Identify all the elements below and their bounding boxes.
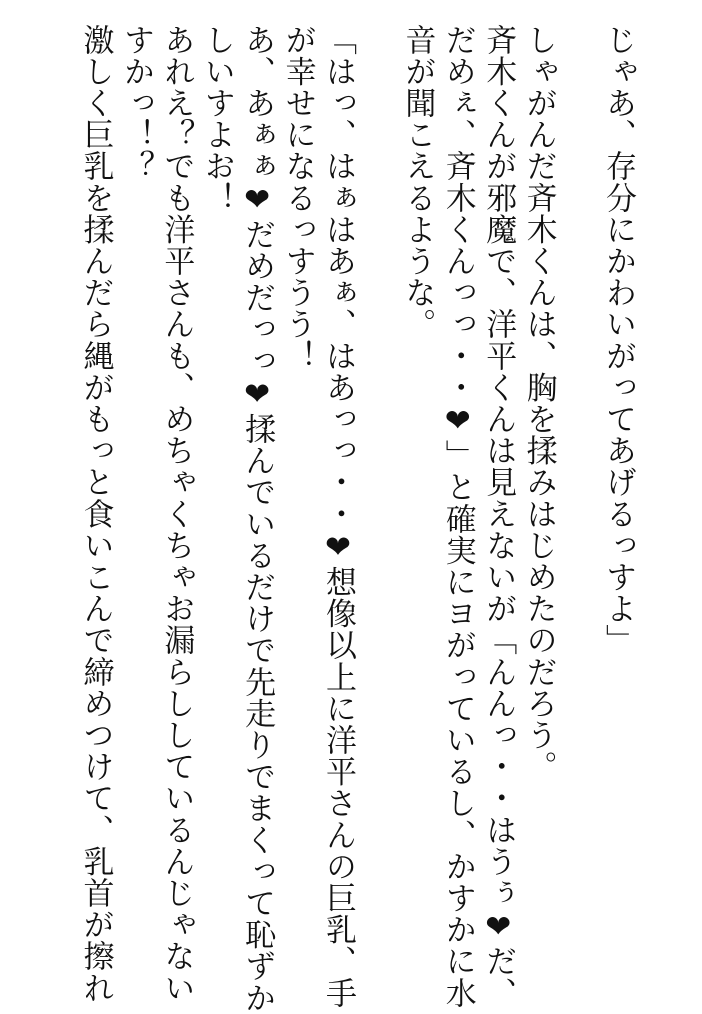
text-line: だめぇ、斉木くんっっ・・❤」と確実にヨがっているし、かすかに水	[439, 24, 476, 1009]
text-line: が幸せになるっすうう！	[279, 24, 316, 372]
paragraph-gap	[358, 24, 397, 924]
text-line: 音が聞こえるような。	[399, 24, 436, 340]
paragraph-gap	[559, 24, 598, 924]
text-line: すかっ！？	[117, 24, 154, 182]
text-line: しゃがんだ斉木くんは、胸を揉みはじめたのだろう。	[520, 24, 557, 783]
text-line: じゃあ、存分にかわいがってあげるっすよ」	[600, 24, 636, 656]
text-line: あれえ？でも洋平さんも、めちゃくちゃお漏らししているんじゃない	[158, 24, 195, 1004]
vertical-text-body	[77, 24, 638, 1014]
text-line: あ、あぁぁ❤だめだっっ❤揉んでいるだけで先走りでまくって恥ずか	[239, 24, 276, 1014]
text-line: しいすよお！	[198, 24, 235, 214]
text-line: 「はっ、はぁはあぁ、はあっっ・・❤想像以上に洋平さんの巨乳、手	[319, 24, 356, 1009]
text-line: 斉木くんが邪魔で、洋平くんは見えないが「んんっ・・はうぅ❤だ、	[480, 24, 517, 1009]
text-line: 激しく巨乳を揉んだら縄がもっと食いこんで締めつけて、乳首が擦れ	[77, 24, 114, 1004]
